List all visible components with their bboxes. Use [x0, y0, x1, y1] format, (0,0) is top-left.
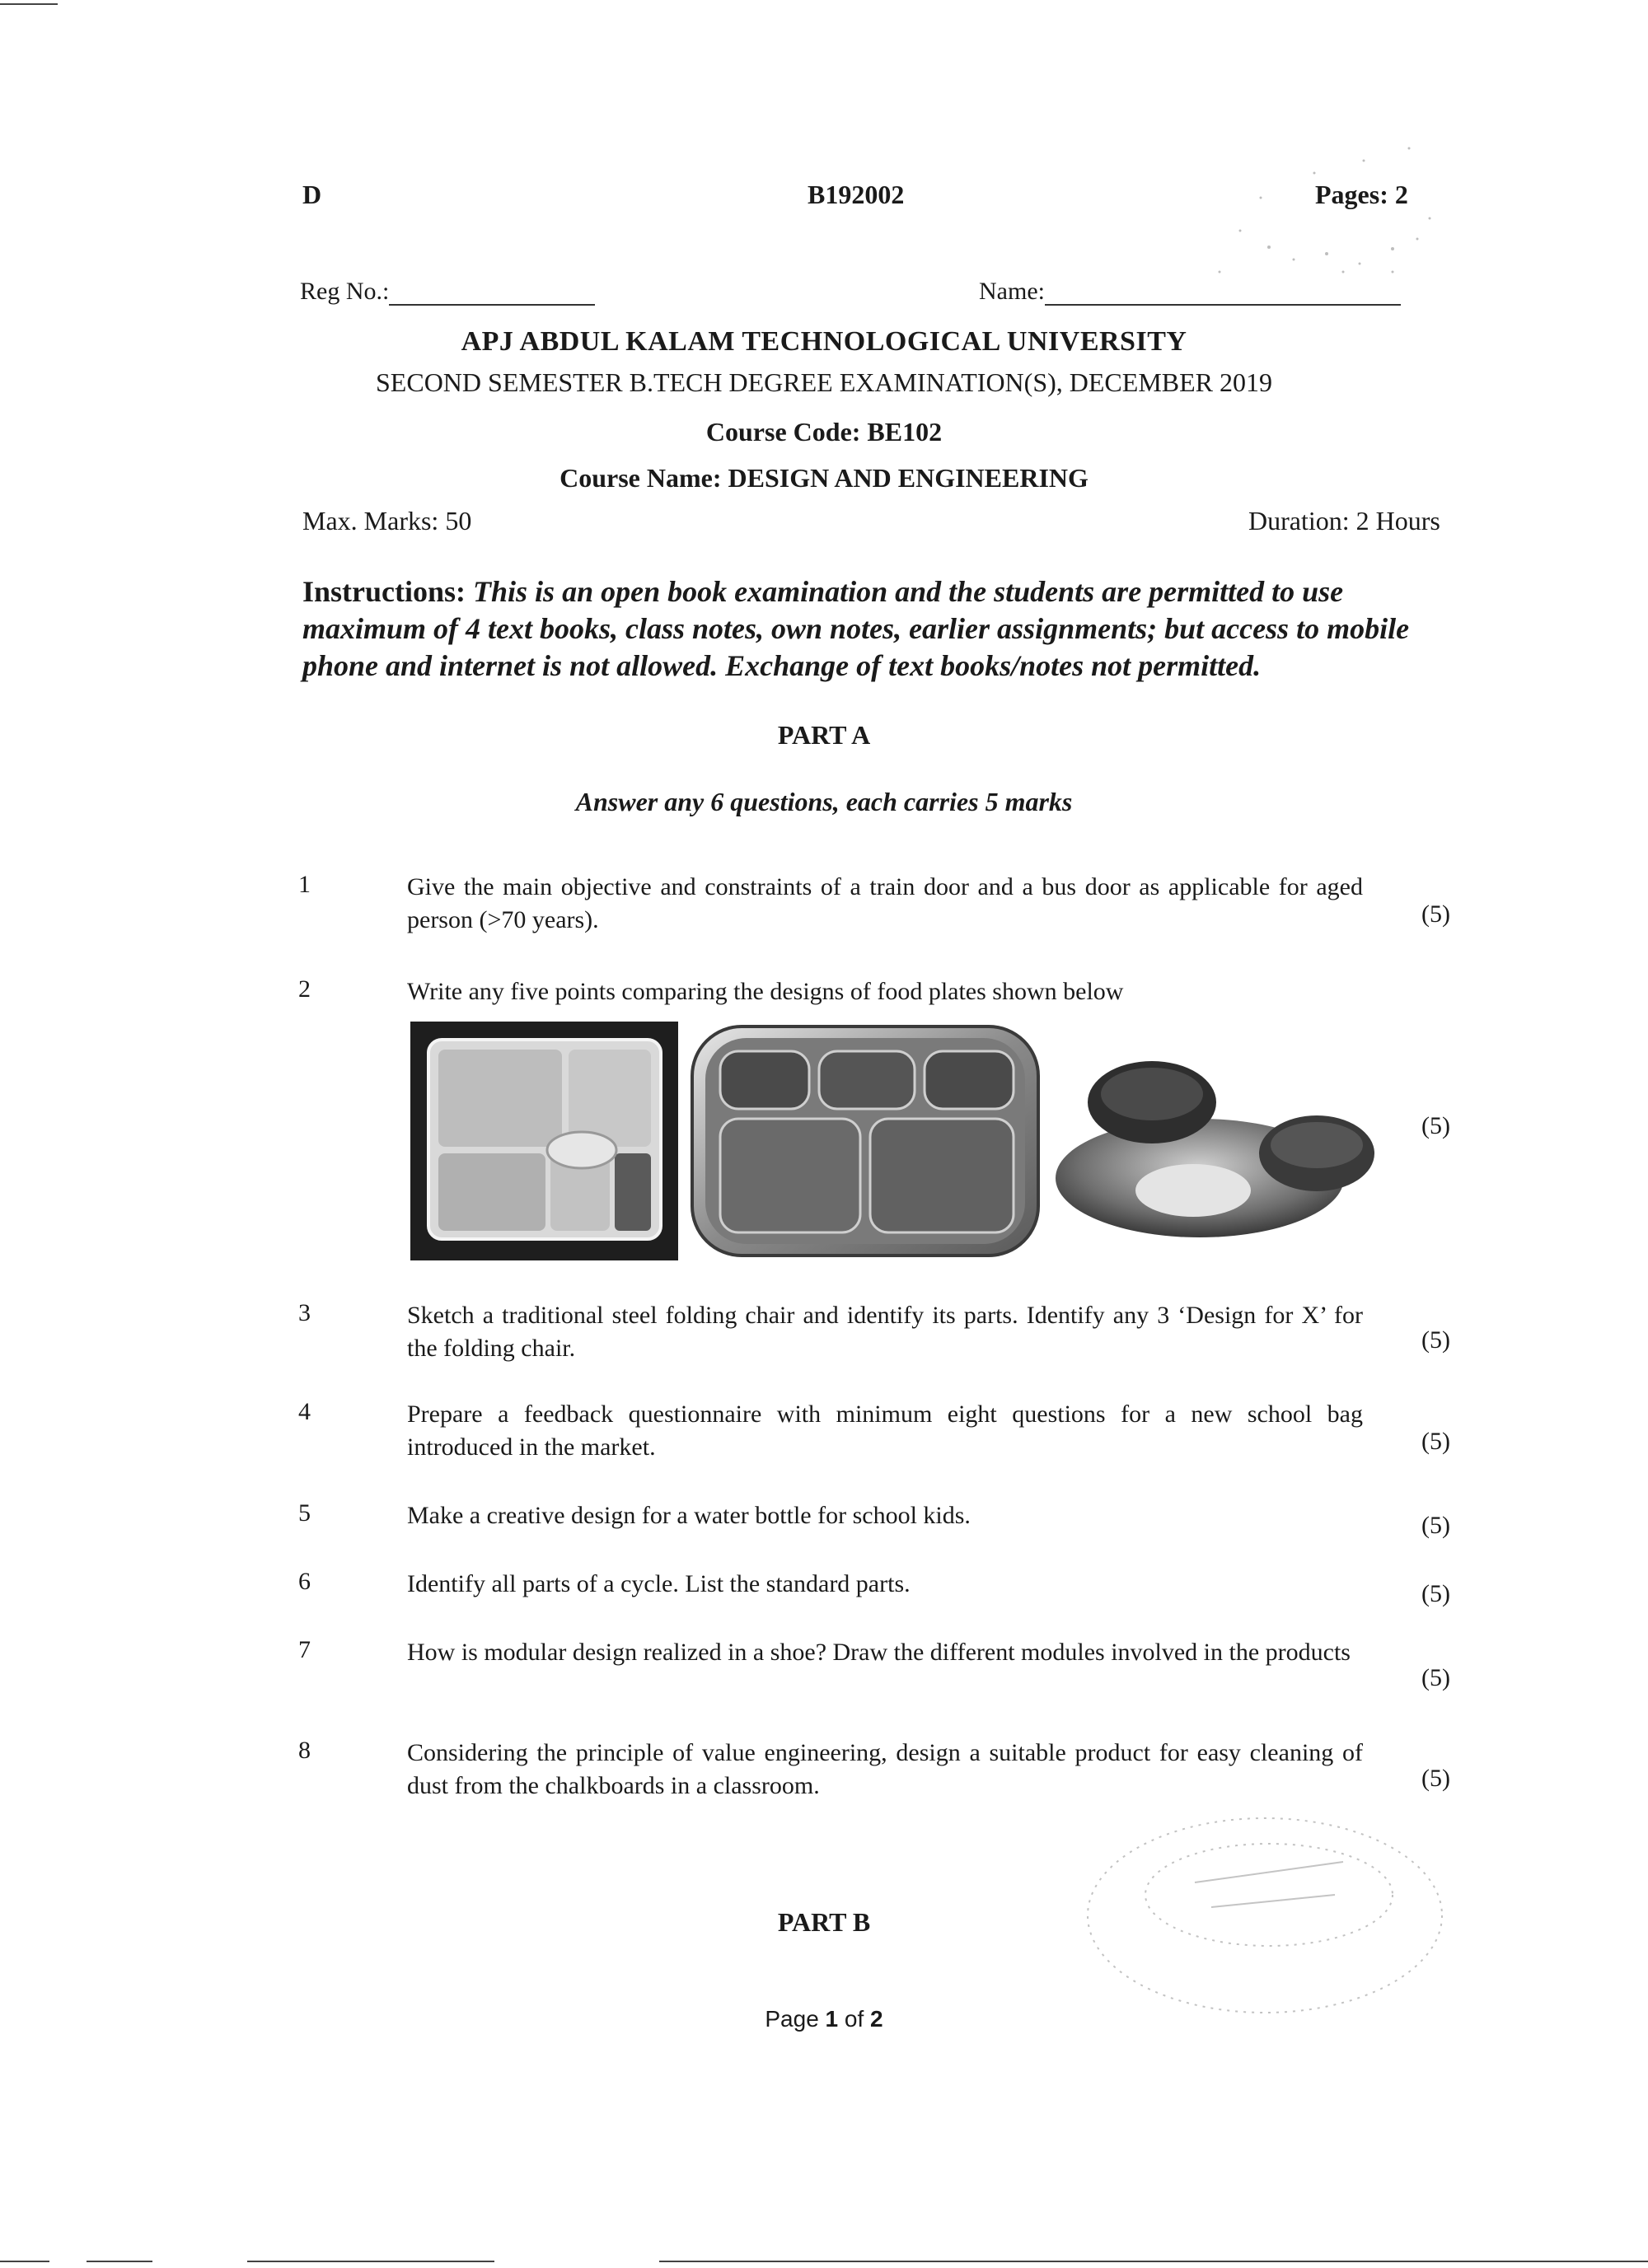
question-number: 4: [298, 1398, 311, 1425]
name-blank[interactable]: [1045, 304, 1401, 306]
scan-edge-line: [659, 2261, 1648, 2262]
series-letter: D: [302, 180, 322, 209]
course-code: Course Code: BE102: [705, 417, 943, 447]
compartment-plate-square-image: [410, 1022, 678, 1260]
question-number: 8: [298, 1737, 311, 1764]
part-b-title: PART B: [777, 1907, 871, 1937]
instructions-label: Instructions:: [302, 575, 466, 608]
name-label: Name:: [979, 278, 1045, 305]
page-total: 2: [870, 2006, 883, 2032]
bowl-plate-with-side-bowls-image: [1056, 1061, 1374, 1237]
question-text: Make a creative design for a water bottle for school kids.: [407, 1502, 971, 1529]
question-marks: (5): [1421, 1326, 1450, 1354]
question-marks: (5): [1421, 1428, 1450, 1455]
question-number: 3: [298, 1299, 311, 1326]
question-number: 5: [298, 1499, 311, 1527]
question-marks: (5): [1421, 1512, 1450, 1539]
question-marks: (5): [1421, 1765, 1450, 1792]
question-text: Write any five points comparing the designs of food plates shown below: [407, 978, 1124, 1005]
paper-code: B192002: [808, 180, 905, 209]
question-number: 7: [298, 1636, 311, 1663]
scan-edge-line: [247, 2261, 494, 2262]
question-number: 1: [298, 871, 311, 898]
question-marks: (5): [1421, 1664, 1450, 1691]
part-a-subtitle: Answer any 6 questions, each carries 5 marks: [575, 787, 1073, 816]
question-number: 2: [298, 975, 311, 1003]
question-marks: (5): [1421, 1580, 1450, 1607]
scan-edge-line: [87, 2261, 152, 2262]
duration: Duration: 2 Hours: [1248, 506, 1440, 535]
page-prefix: Page: [765, 2006, 826, 2032]
question-text: Sketch a traditional steel folding chair and identify its parts. Identify any 3 ‘Design for X’ for the folding chair.: [407, 1302, 1363, 1362]
steel-compartment-tray-image: [692, 1026, 1038, 1256]
question-number: 6: [298, 1568, 311, 1595]
reg-no-label: Reg No.:: [300, 278, 390, 305]
question-text: Identify all parts of a cycle. List the standard parts.: [407, 1570, 911, 1597]
page-footer: [0, 2006, 1648, 2032]
course-name: Course Name: DESIGN AND ENGINEERING: [559, 463, 1089, 493]
question-text: How is modular design realized in a shoe? Draw the different modules involved in the products: [407, 1639, 1351, 1666]
scan-edge-line: [0, 3, 58, 5]
reg-no-field[interactable]: [300, 278, 595, 306]
food-plates-figure: [410, 1022, 1379, 1260]
part-a-title: PART A: [777, 720, 871, 750]
question-marks: (5): [1421, 900, 1450, 928]
scan-edge-line: [0, 2261, 49, 2262]
page-of: of: [838, 2006, 871, 2032]
exam-title: SECOND SEMESTER B.TECH DEGREE EXAMINATION(S), DECEMBER 2019: [376, 367, 1272, 397]
instructions: [302, 573, 1472, 685]
question-text: Considering the principle of value engineering, design a suitable product for easy cleaning of dust from the chalkboards in a classroom.: [407, 1739, 1363, 1799]
page-current: 1: [825, 2006, 839, 2032]
page-count: Pages: 2: [1315, 180, 1408, 209]
max-marks: Max. Marks: 50: [302, 506, 472, 535]
university-name: APJ ABDUL KALAM TECHNOLOGICAL UNIVERSITY: [461, 326, 1187, 357]
faint-stamp-mark: [1030, 140, 1458, 288]
question-marks: (5): [1421, 1112, 1450, 1139]
reg-no-blank[interactable]: [389, 304, 595, 306]
instructions-text: This is an open book examination and the students are permitted to use maximum of 4 text books, class notes, own notes, earlier assignments; but access to mobile phone and internet is not allowed. Exchange of text books/notes not permitted.: [302, 575, 1410, 682]
question-text: Prepare a feedback questionnaire with minimum eight questions for a new school bag introduced in the market.: [407, 1401, 1363, 1461]
question-text: Give the main objective and constraints of a train door and a bus door as applicable for aged person (>70 years).: [407, 873, 1363, 933]
